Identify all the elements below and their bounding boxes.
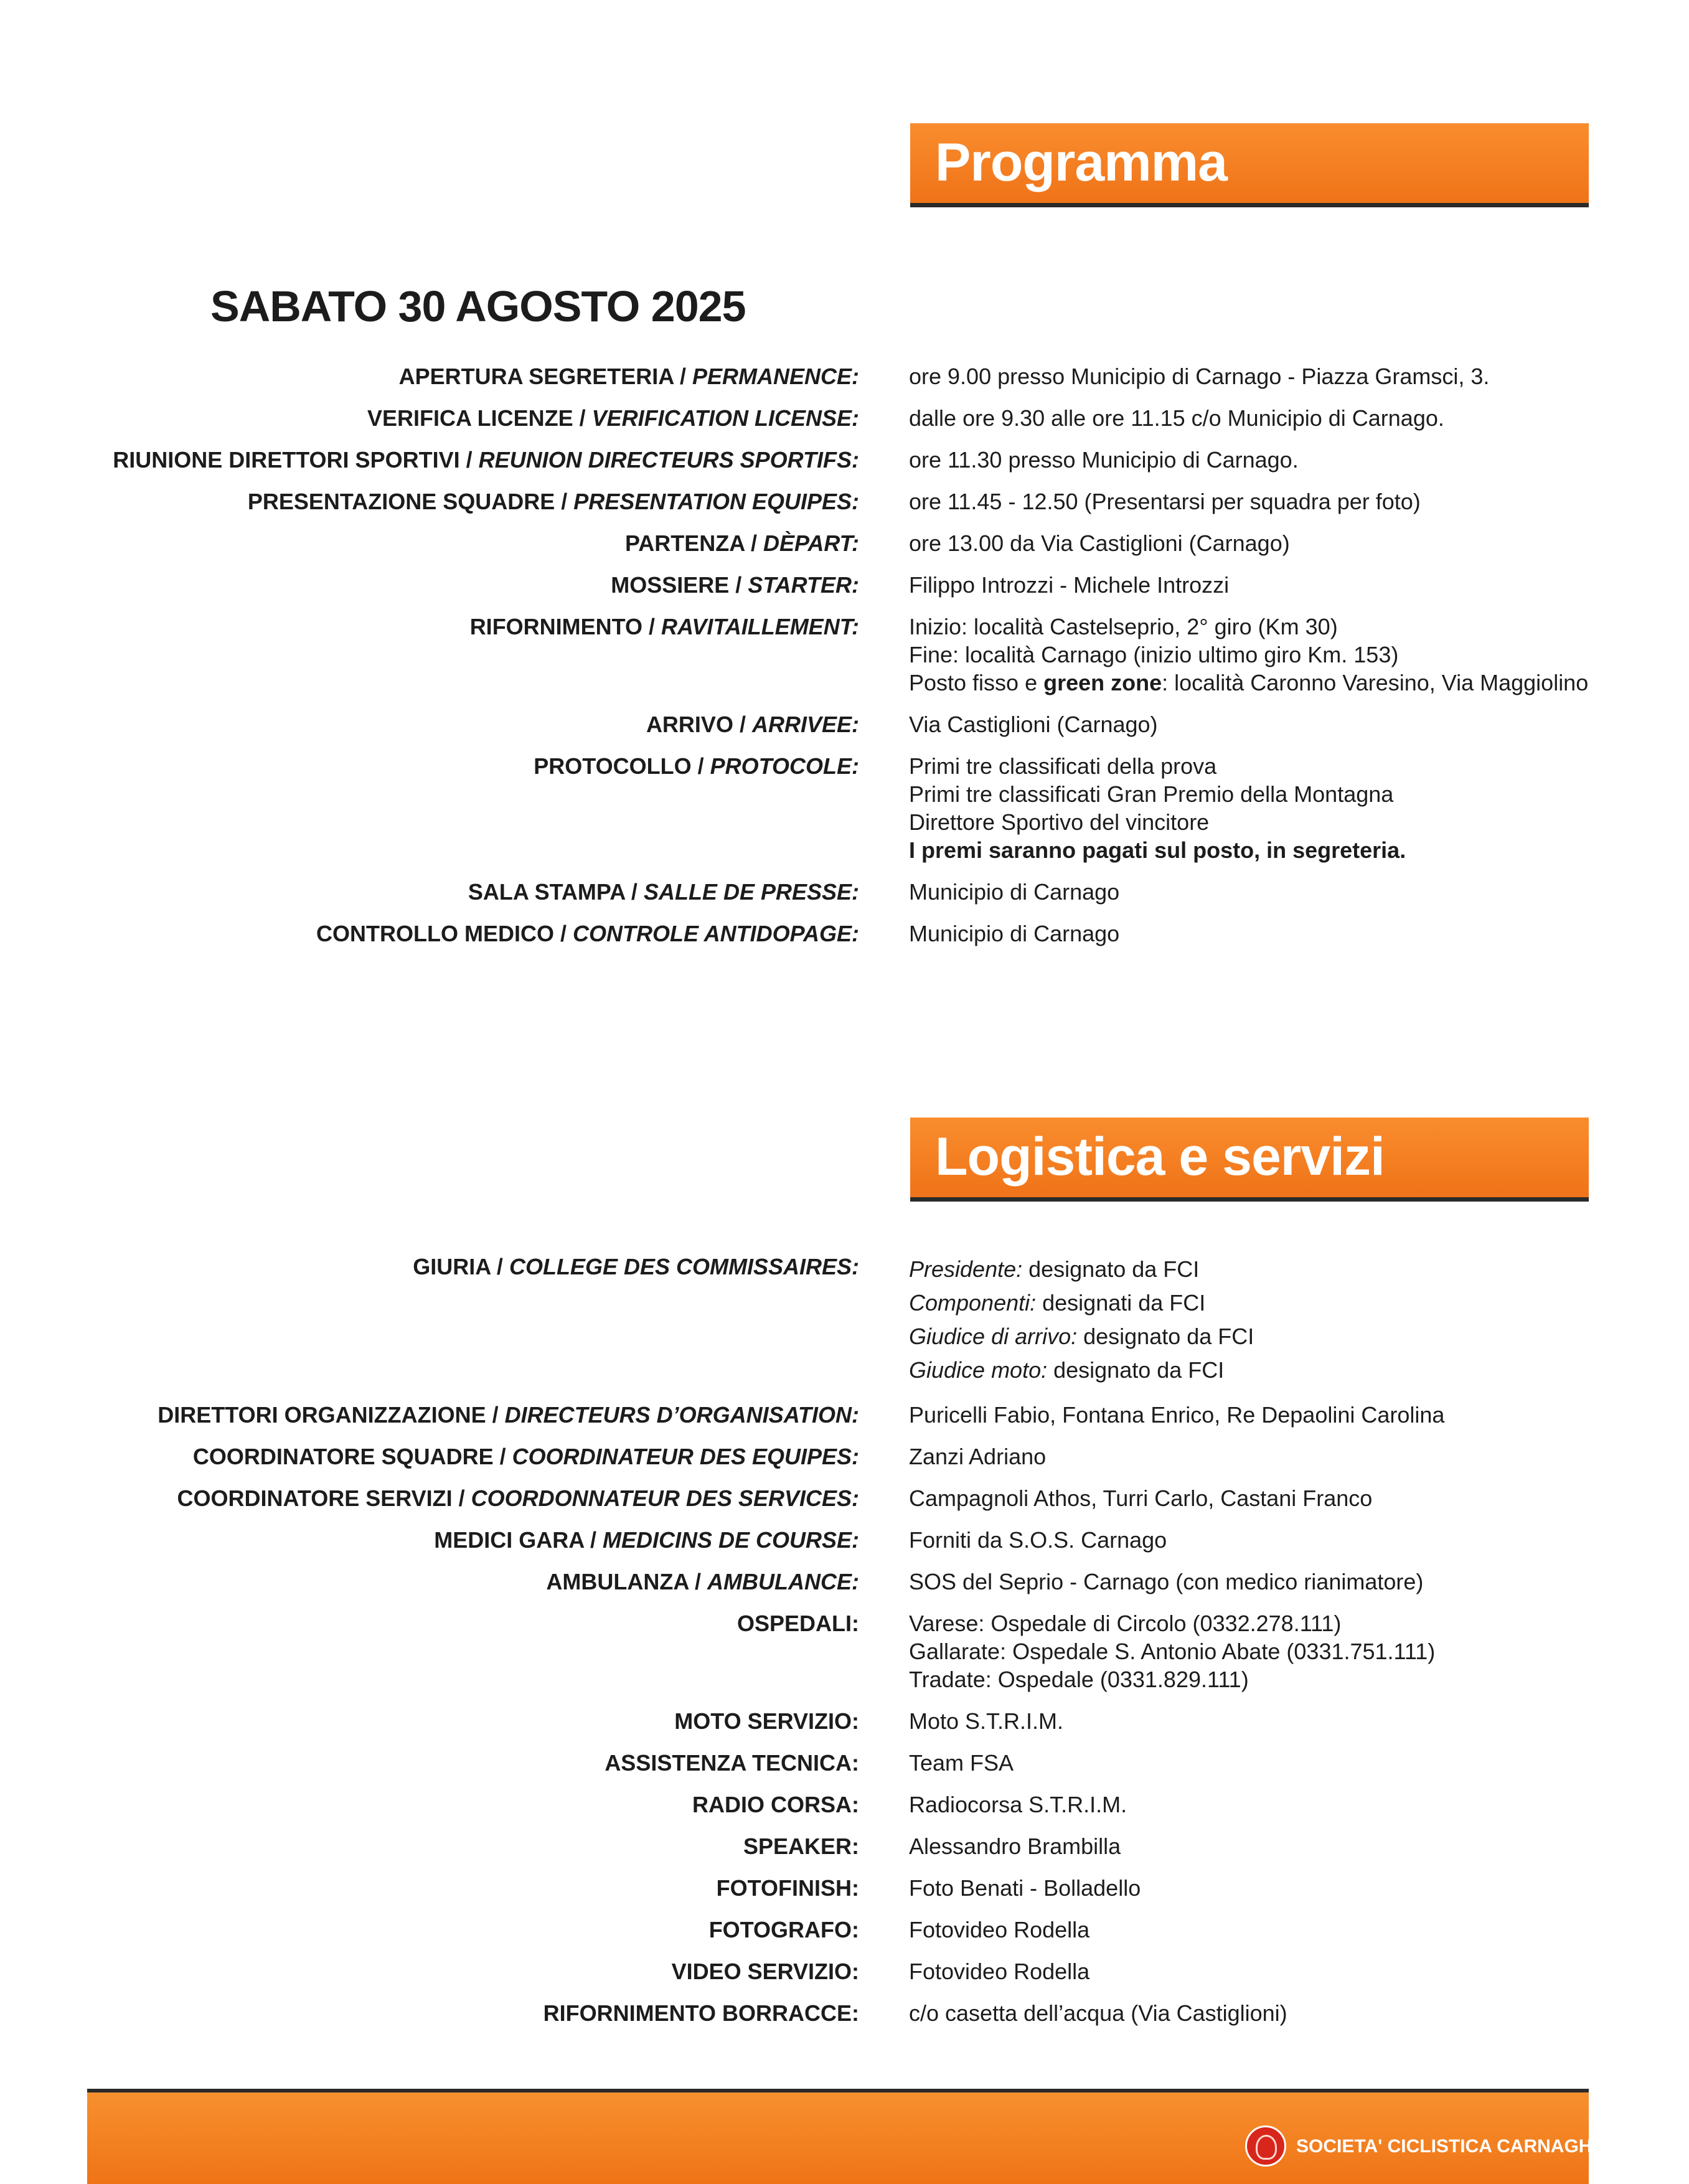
table-row bbox=[0, 752, 1589, 864]
row-value bbox=[909, 1707, 1569, 1735]
value-line: Primi tre classificati della prova bbox=[909, 753, 1217, 779]
label-it: RIFORNIMENTO BORRACCE: bbox=[543, 2000, 859, 2026]
row-value bbox=[909, 920, 1569, 948]
value-line: Municipio di Carnago bbox=[909, 921, 1120, 946]
label-it: VIDEO SERVIZIO: bbox=[671, 1959, 859, 1984]
row-label bbox=[0, 446, 859, 474]
row-value bbox=[909, 1957, 1569, 1985]
value-line bbox=[909, 1353, 1569, 1387]
jury-role: Componenti: bbox=[909, 1290, 1037, 1316]
value-line: Fotovideo Rodella bbox=[909, 1959, 1090, 1984]
label-it: DIRETTORI ORGANIZZAZIONE / bbox=[158, 1402, 499, 1428]
label-it: SPEAKER: bbox=[743, 1833, 859, 1859]
row-value bbox=[909, 752, 1569, 864]
row-value bbox=[909, 1526, 1569, 1554]
value-line: Moto S.T.R.I.M. bbox=[909, 1708, 1064, 1734]
label-it: APERTURA SEGRETERIA / bbox=[398, 364, 686, 389]
label-it: PARTENZA / bbox=[624, 530, 757, 556]
table-row bbox=[0, 710, 1589, 738]
jury-value: designato da FCI bbox=[1022, 1256, 1200, 1282]
row-label bbox=[0, 529, 859, 557]
section-banner-logistica bbox=[910, 1118, 1589, 1202]
label-it: MOSSIERE / bbox=[611, 572, 742, 598]
table-row bbox=[0, 878, 1589, 906]
row-label bbox=[0, 1609, 859, 1637]
row-label bbox=[0, 1957, 859, 1985]
row-label bbox=[0, 1874, 859, 1902]
label-it: COORDINATORE SQUADRE / bbox=[192, 1444, 506, 1469]
label-en: STARTER: bbox=[748, 572, 859, 598]
label-en: REUNION DIRECTEURS SPORTIFS: bbox=[478, 447, 859, 473]
label-it: SALA STAMPA / bbox=[468, 879, 637, 905]
row-label bbox=[0, 920, 859, 948]
label-it: PRESENTAZIONE SQUADRE / bbox=[247, 489, 568, 514]
table-row bbox=[0, 1749, 1589, 1777]
table-row bbox=[0, 1916, 1589, 1944]
label-en: DIRECTEURS D’ORGANISATION: bbox=[504, 1402, 859, 1428]
jury-value: designati da FCI bbox=[1036, 1290, 1206, 1316]
row-value bbox=[909, 1568, 1569, 1596]
footer-bar bbox=[87, 2089, 1689, 2184]
table-row bbox=[0, 487, 1589, 515]
label-it: FOTOFINISH: bbox=[716, 1875, 859, 1901]
row-label bbox=[0, 362, 859, 390]
label-en: VERIFICATION LICENSE: bbox=[591, 405, 859, 431]
row-label bbox=[0, 752, 859, 780]
row-label bbox=[0, 1484, 859, 1512]
value-line: ore 11.30 presso Municipio di Carnago. bbox=[909, 447, 1299, 473]
row-label bbox=[0, 1916, 859, 1944]
value-line: Varese: Ospedale di Circolo (0332.278.111) bbox=[909, 1611, 1342, 1636]
row-label bbox=[0, 1707, 859, 1735]
value-line: Fine: località Carnago (inizio ultimo giro Km. 153) bbox=[909, 642, 1399, 667]
label-en: CONTROLE ANTIDOPAGE: bbox=[573, 921, 859, 946]
label-it: RADIO CORSA: bbox=[692, 1792, 859, 1817]
row-label bbox=[0, 1526, 859, 1554]
table-row bbox=[0, 1253, 1589, 1387]
value-line: Municipio di Carnago bbox=[909, 879, 1120, 905]
label-it: GIURIA / bbox=[413, 1254, 503, 1279]
row-label bbox=[0, 1791, 859, 1819]
table-row bbox=[0, 1526, 1589, 1554]
row-label bbox=[0, 878, 859, 906]
row-value bbox=[909, 446, 1569, 474]
value-line bbox=[909, 1320, 1569, 1353]
row-value bbox=[909, 1401, 1569, 1429]
value-line: ore 13.00 da Via Castiglioni (Carnago) bbox=[909, 530, 1290, 556]
label-it: RIUNIONE DIRETTORI SPORTIVI / bbox=[113, 447, 473, 473]
label-en: COORDONNATEUR DES SERVICES: bbox=[471, 1485, 859, 1511]
table-row bbox=[0, 1707, 1589, 1735]
row-value bbox=[909, 1916, 1569, 1944]
value-line bbox=[909, 1253, 1569, 1286]
row-label bbox=[0, 1832, 859, 1860]
table-row bbox=[0, 1832, 1589, 1860]
table-row bbox=[0, 362, 1589, 390]
jury-role: Giudice di arrivo: bbox=[909, 1324, 1078, 1349]
row-label bbox=[0, 404, 859, 432]
value-line bbox=[909, 1286, 1569, 1320]
section-title: Logistica e servizi bbox=[935, 1127, 1385, 1187]
table-row bbox=[0, 1957, 1589, 1985]
row-value bbox=[909, 1443, 1569, 1471]
jury-value: designato da FCI bbox=[1047, 1357, 1225, 1383]
jury-role: Giudice moto: bbox=[909, 1357, 1048, 1383]
value-line: Gallarate: Ospedale S. Antonio Abate (0331.751.111) bbox=[909, 1639, 1436, 1664]
table-row bbox=[0, 446, 1589, 474]
value-line: Campagnoli Athos, Turri Carlo, Castani Franco bbox=[909, 1485, 1373, 1511]
label-it: PROTOCOLLO / bbox=[534, 753, 704, 779]
row-label bbox=[0, 571, 859, 599]
value-line: c/o casetta dell’acqua (Via Castiglioni) bbox=[909, 2000, 1287, 2026]
section-banner-programma bbox=[910, 123, 1589, 207]
row-value bbox=[909, 571, 1569, 599]
table-row bbox=[0, 1443, 1589, 1471]
row-value bbox=[909, 404, 1569, 432]
row-value bbox=[909, 878, 1569, 906]
programma-table bbox=[0, 362, 1589, 961]
row-value bbox=[909, 1484, 1569, 1512]
label-en: COORDINATEUR DES EQUIPES: bbox=[512, 1444, 859, 1469]
value-emphasis: green zone bbox=[1043, 670, 1162, 695]
value-line: Foto Benati - Bolladello bbox=[909, 1875, 1141, 1901]
label-en: MEDICINS DE COURSE: bbox=[602, 1527, 859, 1553]
label-en: SALLE DE PRESSE: bbox=[643, 879, 859, 905]
table-row bbox=[0, 571, 1589, 599]
value-line: Fotovideo Rodella bbox=[909, 1917, 1090, 1942]
label-it: OSPEDALI: bbox=[736, 1611, 859, 1636]
club-name: SOCIETA' CICLISTICA CARNAGHESE A.S.D. bbox=[1296, 2136, 1689, 2157]
label-it: VERIFICA LICENZE / bbox=[367, 405, 586, 431]
value-line: Inizio: località Castelseprio, 2° giro (Km 30) bbox=[909, 614, 1338, 639]
label-it: ASSISTENZA TECNICA: bbox=[605, 1750, 859, 1776]
row-value bbox=[909, 1253, 1569, 1387]
row-value bbox=[909, 1999, 1569, 2027]
value-line: ore 11.45 - 12.50 (Presentarsi per squadra per foto) bbox=[909, 489, 1421, 514]
value-line: ore 9.00 presso Municipio di Carnago - Piazza Gramsci, 3. bbox=[909, 364, 1490, 389]
label-en: PRESENTATION EQUIPES: bbox=[573, 489, 859, 514]
row-label bbox=[0, 1443, 859, 1471]
day-heading: SABATO 30 AGOSTO 2025 bbox=[210, 282, 746, 331]
label-en: DÈPART: bbox=[763, 530, 859, 556]
value-line: Forniti da S.O.S. Carnago bbox=[909, 1527, 1167, 1553]
table-row bbox=[0, 1484, 1589, 1512]
value-line: Puricelli Fabio, Fontana Enrico, Re Depaolini Carolina bbox=[909, 1402, 1445, 1428]
row-value bbox=[909, 529, 1569, 557]
label-it: AMBULANZA / bbox=[546, 1569, 702, 1594]
row-label bbox=[0, 1253, 859, 1281]
label-it: RIFORNIMENTO / bbox=[469, 614, 656, 639]
value-line bbox=[909, 669, 1589, 697]
row-value bbox=[909, 710, 1569, 738]
value-line: Primi tre classificati Gran Premio della Montagna bbox=[909, 781, 1394, 807]
label-en: COLLEGE DES COMMISSAIRES: bbox=[509, 1254, 859, 1279]
value-notice: I premi saranno pagati sul posto, in segreteria. bbox=[909, 837, 1406, 863]
row-label bbox=[0, 710, 859, 738]
label-en: PROTOCOLE: bbox=[710, 753, 859, 779]
table-row bbox=[0, 1609, 1589, 1693]
value-line: Radiocorsa S.T.R.I.M. bbox=[909, 1792, 1127, 1817]
row-label bbox=[0, 1749, 859, 1777]
row-value bbox=[909, 362, 1569, 390]
row-value bbox=[909, 1832, 1569, 1860]
row-value bbox=[909, 1874, 1569, 1902]
table-row bbox=[0, 1999, 1589, 2027]
label-it: MOTO SERVIZIO: bbox=[674, 1708, 859, 1734]
logistica-table bbox=[0, 1253, 1589, 2041]
label-en: RAVITAILLEMENT: bbox=[661, 614, 859, 639]
row-value bbox=[909, 1749, 1569, 1777]
value-line: dalle ore 9.30 alle ore 11.15 c/o Municipio di Carnago. bbox=[909, 405, 1444, 431]
value-line: Team FSA bbox=[909, 1750, 1014, 1776]
value-line: Tradate: Ospedale (0331.829.111) bbox=[909, 1667, 1249, 1692]
label-it: CONTROLLO MEDICO / bbox=[316, 921, 567, 946]
value-text: Posto fisso e bbox=[909, 670, 1044, 695]
table-row bbox=[0, 1401, 1589, 1429]
jury-value: designato da FCI bbox=[1077, 1324, 1254, 1349]
row-label bbox=[0, 487, 859, 515]
value-line: Zanzi Adriano bbox=[909, 1444, 1047, 1469]
section-title: Programma bbox=[935, 133, 1227, 192]
row-value bbox=[909, 1609, 1569, 1693]
table-row bbox=[0, 920, 1589, 948]
row-label bbox=[0, 1568, 859, 1596]
table-row bbox=[0, 404, 1589, 432]
row-value bbox=[909, 487, 1569, 515]
value-line: SOS del Seprio - Carnago (con medico rianimatore) bbox=[909, 1569, 1424, 1594]
value-line: Alessandro Brambilla bbox=[909, 1833, 1121, 1859]
value-line: Direttore Sportivo del vincitore bbox=[909, 809, 1210, 835]
label-en: PERMANENCE: bbox=[692, 364, 859, 389]
row-label bbox=[0, 1999, 859, 2027]
label-it: MEDICI GARA / bbox=[434, 1527, 596, 1553]
jury-role: Presidente: bbox=[909, 1256, 1023, 1282]
table-row bbox=[0, 1568, 1589, 1596]
label-it: ARRIVO / bbox=[646, 712, 746, 737]
row-value bbox=[909, 613, 1589, 697]
table-row bbox=[0, 529, 1589, 557]
value-text: : località Caronno Varesino, Via Maggiolino bbox=[1162, 670, 1589, 695]
table-row bbox=[0, 1791, 1589, 1819]
row-label bbox=[0, 1401, 859, 1429]
label-it: FOTOGRAFO: bbox=[708, 1917, 859, 1942]
club-logo-icon bbox=[1245, 2125, 1286, 2167]
value-line: Filippo Introzzi - Michele Introzzi bbox=[909, 572, 1230, 598]
row-label bbox=[0, 613, 859, 641]
label-en: ARRIVEE: bbox=[751, 712, 859, 737]
label-en: AMBULANCE: bbox=[707, 1569, 859, 1594]
row-value bbox=[909, 1791, 1569, 1819]
value-line: Via Castiglioni (Carnago) bbox=[909, 712, 1158, 737]
table-row bbox=[0, 613, 1589, 697]
label-it: COORDINATORE SERVIZI / bbox=[177, 1485, 465, 1511]
table-row bbox=[0, 1874, 1589, 1902]
